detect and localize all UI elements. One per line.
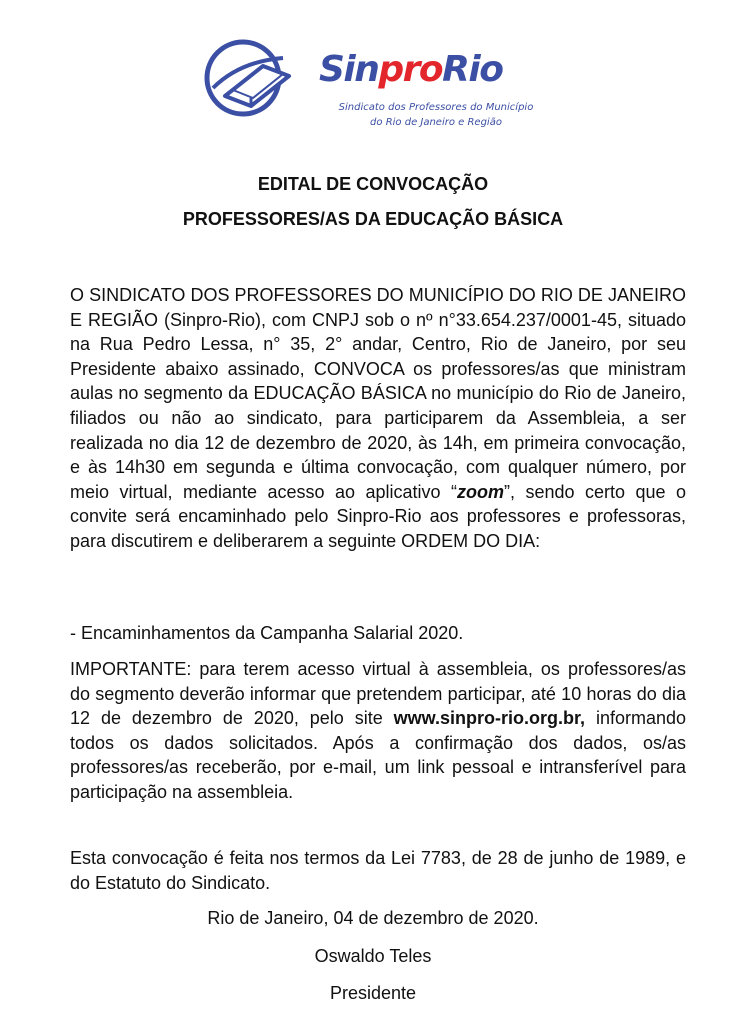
logo-word-part2: pro xyxy=(378,49,443,90)
important-text-end: informando todos os dados solicitados. Após a confirmação dos dados, os/as professores/as receberão, por e-mail, um link pessoal e intransferível para participação na assembleia. xyxy=(70,708,686,802)
convocation-paragraph xyxy=(70,283,686,554)
logo-word-part1: Sin xyxy=(319,49,379,90)
convocation-text-end: ”, sendo certo que o convite será encaminhado pelo Sinpro-Rio aos professores e professoras, para discutirem e deliberarem a seguinte ORDEM DO DIA: xyxy=(70,481,686,551)
document-subtitle: PROFESSORES/AS DA EDUCAÇÃO BÁSICA xyxy=(182,209,564,229)
logo-word-part3: Rio xyxy=(442,49,503,90)
place-date: Rio de Janeiro, 04 de dezembro de 2020. xyxy=(207,908,539,928)
sinpro-rio-logo xyxy=(203,38,533,138)
document-title: EDITAL DE CONVOCAÇÃO xyxy=(257,174,489,194)
logo-wordmark xyxy=(319,48,502,92)
logo-subtitle-line2: do Rio de Janeiro e Região xyxy=(370,117,502,128)
important-text-start: IMPORTANTE: para terem acesso virtual à assembleia, os professores/as do segmento deverão informar que pretendem participar, até 10 horas do dia 12 de dezembro de 2020, pelo site xyxy=(70,659,686,729)
important-paragraph xyxy=(70,657,686,805)
signer-name: Oswaldo Teles xyxy=(314,946,432,966)
zoom-emphasis: zoom xyxy=(457,481,504,502)
logo-subtitle-line1: Sindicato dos Professores do Município xyxy=(338,102,534,113)
legal-basis-paragraph: Esta convocação é feita nos termos da Lei 7783, de 28 de junho de 1989, e do Estatuto do Sindicato. xyxy=(70,848,686,893)
logo-subtitle xyxy=(331,100,541,130)
book-globe-logo-icon xyxy=(203,38,313,118)
agenda-item: - Encaminhamentos da Campanha Salarial 2020. xyxy=(70,623,464,643)
convocation-text-start: O SINDICATO DOS PROFESSORES DO MUNICÍPIO DO RIO DE JANEIRO E REGIÃO (Sinpro-Rio), com CNPJ sob o nº n°33.654.237/0001-45, situado na Rua Pedro Lessa, n° 35, 2° andar, Centro, Rio de Janeiro, por seu Presidente abaixo assinado, CONVOCA os professores/as que ministram aulas no segmento da EDUCAÇÃO BÁSICA no município do Rio de Janeiro, filiados ou não ao sindicato, para participarem da Assembleia, a ser realizada no dia 12 de dezembro de 2020, às 14h, em primeira convocação, e às 14h30 em segunda e última convocação, com qualquer número, por meio virtual, mediante acesso ao aplicativo “ xyxy=(70,285,686,502)
website-link[interactable]: www.sinpro-rio.org.br, xyxy=(393,708,586,729)
signer-title: Presidente xyxy=(329,983,417,1003)
